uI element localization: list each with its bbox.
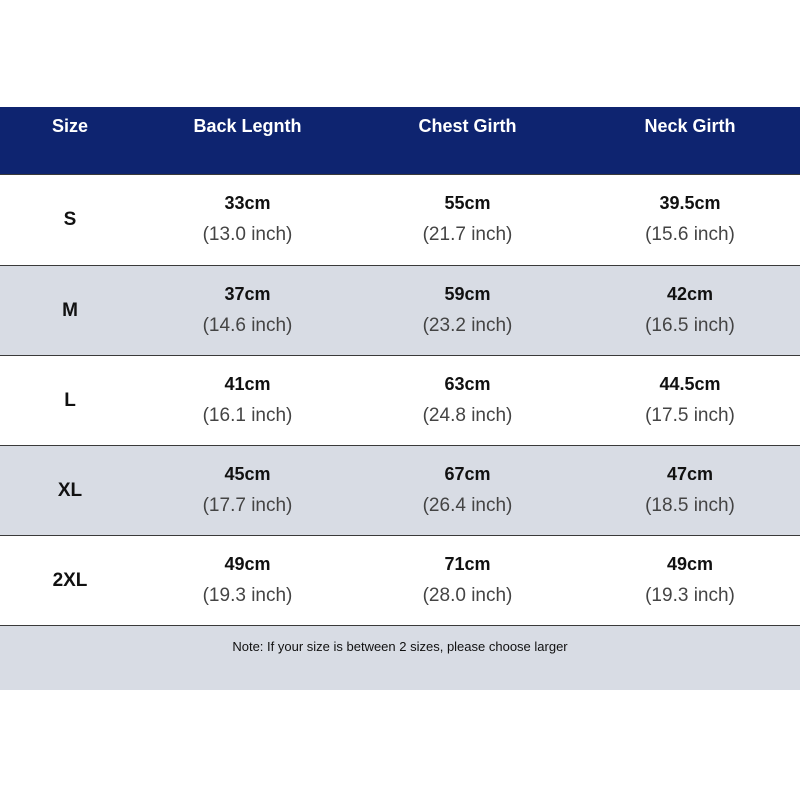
size-label: XL xyxy=(57,479,83,501)
back-length-cell xyxy=(140,266,355,355)
back-length-cm: 41cm xyxy=(224,374,271,394)
chest-girth-inch: (26.4 inch) xyxy=(422,495,513,516)
back-length-inch: (16.1 inch) xyxy=(202,405,293,426)
neck-girth-inch: (15.6 inch) xyxy=(645,224,735,245)
size-chart-table xyxy=(0,107,800,690)
neck-girth-cell xyxy=(580,266,800,355)
back-length-cm: 37cm xyxy=(224,284,271,304)
back-length-cell xyxy=(140,446,355,535)
back-length-cm: 33cm xyxy=(224,193,271,213)
back-length-inch: (13.0 inch) xyxy=(202,224,293,245)
table-row xyxy=(0,174,800,266)
header-chest-girth: Chest Girth xyxy=(418,116,517,136)
chest-girth-cm: 67cm xyxy=(444,464,491,484)
size-label: S xyxy=(63,209,77,230)
chest-girth-inch: (28.0 inch) xyxy=(422,585,513,606)
back-length-inch: (14.6 inch) xyxy=(202,315,293,336)
size-label: L xyxy=(64,389,76,411)
neck-girth-inch: (17.5 inch) xyxy=(645,405,735,426)
header-back-length: Back Legnth xyxy=(193,116,302,136)
back-length-cm: 49cm xyxy=(224,554,271,574)
header-size: Size xyxy=(51,116,89,136)
neck-girth-cell xyxy=(580,356,800,445)
back-length-cell xyxy=(140,356,355,445)
back-length-cell xyxy=(140,175,355,265)
neck-girth-cm: 44.5cm xyxy=(659,374,721,394)
neck-girth-cm: 42cm xyxy=(666,284,714,304)
table-header xyxy=(0,107,800,174)
table-row xyxy=(0,536,800,626)
neck-girth-cm: 49cm xyxy=(666,554,714,574)
table-row xyxy=(0,446,800,536)
neck-girth-cell xyxy=(580,536,800,625)
neck-girth-inch: (19.3 inch) xyxy=(645,585,735,606)
back-length-cell xyxy=(140,536,355,625)
chest-girth-cm: 59cm xyxy=(444,284,491,304)
neck-girth-cm: 39.5cm xyxy=(659,193,721,213)
table-row xyxy=(0,356,800,446)
chest-girth-cell xyxy=(355,446,580,535)
chest-girth-cell xyxy=(355,356,580,445)
note-row xyxy=(0,626,800,690)
back-length-inch: (19.3 inch) xyxy=(202,585,293,606)
table-row xyxy=(0,266,800,356)
size-label: M xyxy=(62,299,78,321)
chest-girth-inch: (24.8 inch) xyxy=(422,405,513,426)
neck-girth-inch: (16.5 inch) xyxy=(645,315,735,336)
back-length-inch: (17.7 inch) xyxy=(202,495,293,516)
chest-girth-cell xyxy=(355,175,580,265)
chest-girth-inch: (23.2 inch) xyxy=(422,315,513,336)
chest-girth-cm: 71cm xyxy=(444,554,491,574)
header-neck-girth: Neck Girth xyxy=(644,116,736,136)
neck-girth-cell xyxy=(580,175,800,265)
size-note: Note: If your size is between 2 sizes, please choose larger xyxy=(232,639,568,654)
chest-girth-cm: 55cm xyxy=(444,193,491,213)
chest-girth-cell xyxy=(355,536,580,625)
chest-girth-cell xyxy=(355,266,580,355)
chest-girth-inch: (21.7 inch) xyxy=(422,224,513,245)
back-length-cm: 45cm xyxy=(224,464,271,484)
chest-girth-cm: 63cm xyxy=(444,374,491,394)
neck-girth-inch: (18.5 inch) xyxy=(645,495,735,516)
size-label: 2XL xyxy=(52,569,88,591)
neck-girth-cm: 47cm xyxy=(666,464,714,484)
neck-girth-cell xyxy=(580,446,800,535)
